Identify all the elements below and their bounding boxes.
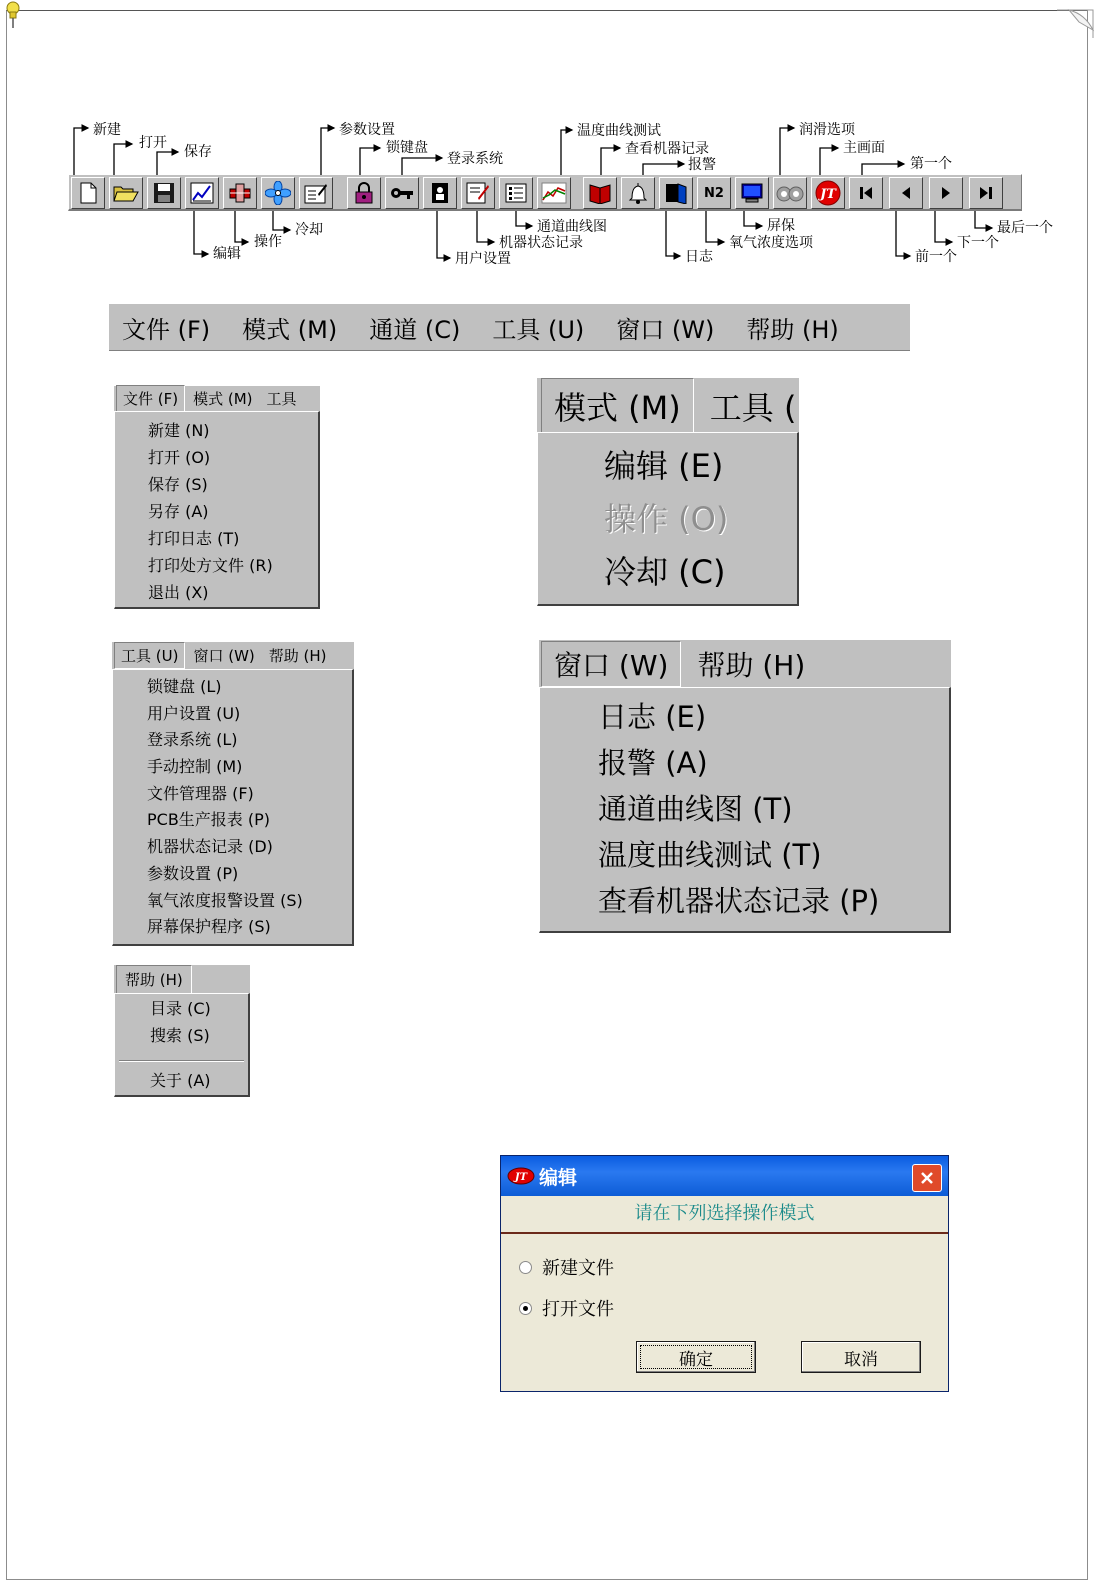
menu-mode[interactable]: 模式 (M) [242, 315, 338, 344]
label-lock: 锁键盘 [386, 140, 428, 156]
menu-item-oxygen-alarm[interactable]: 氧气浓度报警设置 (S) [147, 890, 303, 910]
label-params: 参数设置 [339, 122, 395, 138]
menu-item-file-manager[interactable]: 文件管理器 (F) [147, 783, 254, 803]
menu-item-channel-curve[interactable]: 通道曲线图 (T) [598, 792, 793, 826]
file-menu-title[interactable]: 文件 (F) [116, 385, 185, 412]
mode-dropdown [537, 432, 799, 606]
file-menu-bar [114, 386, 320, 412]
window-menu-title[interactable]: 窗口 (W) [193, 647, 255, 665]
tools-dropdown [112, 669, 354, 946]
menu-item-operate: 操作 (O) [604, 500, 729, 538]
menu-item-lock-keyboard[interactable]: 锁键盘 (L) [147, 677, 222, 696]
radio-button[interactable] [519, 1261, 532, 1274]
menu-item-manual-control[interactable]: 手动控制 (M) [147, 757, 243, 777]
svg-text:JT: JT [820, 187, 836, 202]
help-menu-title[interactable]: 帮助 (H) [268, 647, 327, 665]
menu-item-login[interactable]: 登录系统 (L) [147, 730, 238, 750]
n2-glyph: N2 [704, 185, 724, 201]
label-channel-curve: 通道曲线图 [537, 219, 607, 235]
menu-item-user-settings[interactable]: 用户设置 (U) [147, 703, 241, 723]
menu-item-machine-log[interactable]: 机器状态记录 (D) [147, 837, 273, 857]
menu-item-print-log[interactable]: 打印日志 (T) [148, 529, 240, 548]
dialog-title: 编辑 [539, 1166, 578, 1189]
label-lube: 润滑选项 [799, 122, 855, 138]
ok-button[interactable]: 确定 [636, 1341, 756, 1373]
option-label: 打开文件 [542, 1299, 614, 1320]
window-menu-bar [539, 640, 951, 688]
menu-item-print-recipe[interactable]: 打印处方文件 (R) [148, 556, 273, 575]
menu-item-pcb-report[interactable]: PCB生产报表 (P) [147, 810, 271, 830]
menu-item-cool[interactable]: 冷却 (C) [604, 553, 726, 591]
menu-item-exit[interactable]: 退出 (X) [148, 583, 209, 602]
tools-menu-title-large[interactable]: 工具 ( [709, 388, 797, 427]
menu-item-contents[interactable]: 目录 (C) [150, 999, 211, 1018]
label-view-machine-log: 查看机器记录 [625, 141, 709, 157]
label-save: 保存 [184, 144, 212, 160]
menu-item-save[interactable]: 保存 (S) [148, 475, 208, 494]
menu-item-search[interactable]: 搜索 (S) [150, 1026, 210, 1045]
label-machine-log: 机器状态记录 [499, 235, 583, 251]
menu-tools[interactable]: 工具 (U) [492, 315, 585, 344]
label-last: 最后一个 [997, 220, 1053, 236]
menu-channel[interactable]: 通道 (C) [369, 315, 461, 344]
label-main-screen: 主画面 [843, 140, 885, 156]
option-label: 新建文件 [542, 1258, 614, 1279]
dialog-close-button[interactable] [912, 1164, 942, 1192]
label-open: 打开 [139, 135, 167, 151]
menu-item-view-machine-log[interactable]: 查看机器状态记录 (P) [598, 884, 880, 918]
label-prev: 前一个 [915, 249, 957, 265]
tools-menu-bar [112, 642, 354, 670]
mode-menu-title-large[interactable]: 模式 (M) [541, 378, 694, 434]
menu-window[interactable]: 窗口 (W) [616, 315, 715, 344]
label-next: 下一个 [957, 235, 999, 251]
label-screensaver: 屏保 [767, 218, 795, 234]
menu-item-params[interactable]: 参数设置 (P) [147, 863, 239, 883]
menu-item-save-as[interactable]: 另存 (A) [148, 502, 209, 521]
menu-item-screensaver[interactable]: 屏幕保护程序 (S) [147, 917, 271, 937]
window-menu-title-large[interactable]: 窗口 (W) [541, 641, 681, 687]
label-cool: 冷却 [295, 222, 323, 238]
menu-item-log[interactable]: 日志 (E) [598, 700, 707, 734]
dialog-titlebar[interactable] [501, 1156, 948, 1196]
label-temp-curve: 温度曲线测试 [577, 123, 661, 139]
label-alarm: 报警 [688, 157, 716, 173]
label-oxygen: 氧气浓度选项 [729, 235, 813, 251]
menu-separator [119, 1060, 244, 1062]
mode-menu-bar [537, 378, 799, 434]
toolbar-callout-lines [0, 0, 1097, 280]
main-menubar [109, 304, 910, 351]
menu-item-temperature-curve[interactable]: 温度曲线测试 (T) [598, 838, 822, 872]
option-open-file[interactable] [519, 1295, 614, 1321]
menu-item-edit[interactable]: 编辑 (E) [604, 447, 724, 485]
label-edit: 编辑 [213, 246, 241, 262]
edit-dialog [500, 1155, 949, 1392]
window-dropdown [539, 687, 951, 933]
close-icon [919, 1170, 935, 1186]
menu-item-open[interactable]: 打开 (O) [148, 448, 211, 467]
help-menu-title-large[interactable]: 帮助 (H) [697, 648, 806, 682]
menu-item-about[interactable]: 关于 (A) [150, 1071, 211, 1090]
help-menu-title-open[interactable]: 帮助 (H) [116, 965, 192, 994]
label-login: 登录系统 [447, 151, 503, 167]
tools-menu-title[interactable]: 工具 [266, 390, 297, 408]
option-new-file[interactable] [519, 1254, 614, 1280]
label-new: 新建 [93, 122, 121, 138]
label-log: 日志 [685, 249, 713, 265]
tools-menu-title-open[interactable]: 工具 (U) [114, 642, 185, 669]
dialog-prompt: 请在下列选择操作模式 [501, 1196, 948, 1234]
label-operate: 操作 [254, 234, 282, 250]
menu-help[interactable]: 帮助 (H) [746, 315, 839, 344]
help-menu-bar [114, 965, 250, 994]
menu-file[interactable]: 文件 (F) [122, 315, 211, 344]
menu-item-new[interactable]: 新建 (N) [148, 421, 210, 440]
svg-text:JT: JT [514, 1172, 528, 1183]
file-dropdown [114, 411, 320, 609]
cancel-button[interactable]: 取消 [801, 1341, 921, 1373]
menu-item-alarm[interactable]: 报警 (A) [598, 746, 708, 780]
mode-menu-title[interactable]: 模式 (M) [193, 390, 253, 408]
label-user: 用户设置 [455, 251, 511, 267]
label-first: 第一个 [910, 156, 952, 172]
help-dropdown [114, 993, 250, 1097]
radio-button-selected[interactable] [519, 1302, 532, 1315]
company-logo-icon [507, 1167, 535, 1185]
